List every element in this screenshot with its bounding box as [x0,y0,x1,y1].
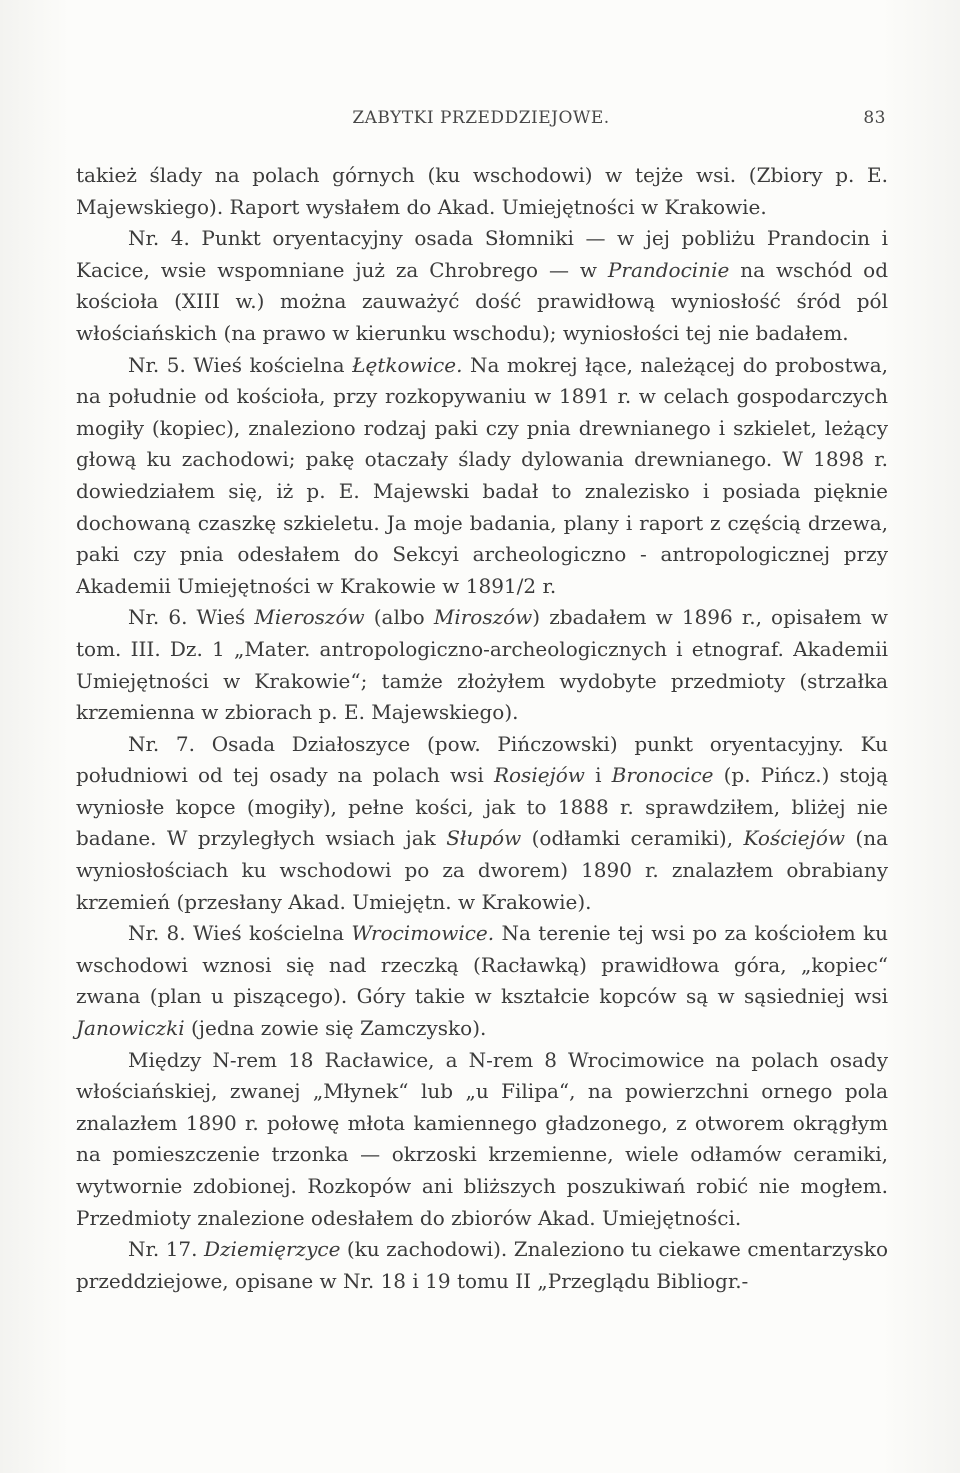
paragraph-nr-6 [76,602,888,728]
paragraph-nr-4 [76,223,888,349]
place-name: Mieroszów [254,605,365,630]
paragraph-nr-8 [76,918,888,1044]
text-segment: (albo [364,605,434,630]
text-segment: Nr. 8. Wieś kościelna [128,921,352,946]
text-segment: Nr. 7. Osada Działoszyce (pow. Pińczowski) punkt oryentacyjny. Ku południowi od tej osady na polach wsi [76,731,888,788]
place-name: Rosiejów [493,763,585,788]
paragraph-nr-5 [76,350,888,603]
text-segment: (jedna zowie się Zamczysko). [184,1016,487,1041]
paragraph-nr-7 [76,729,888,919]
text-segment: ) zbadałem w 1896 r., opisałem w tom. III. Dz. 1 „Mater. antropologiczno-archeologicznych i etnograf. Akademii Umiejętności w Krakowie“; tamże złożyłem wydobyte przedmioty (strzałka krzemienna w zbiorach p. E. Majewskiego). [76,605,888,725]
text-segment: takież ślady na polach górnych (ku wschodowi) w tejże wsi. (Zbiory p. E. Majewskiego). Raport wysłałem do Akad. Umiejętności w Krakowie. [76,163,888,219]
text-segment: Na terenie tej wsi po za kościołem ku wschodowi wznosi się nad rzeczką (Racławką) prawidłowa góra, „kopiec“ zwana (plan u piszącego). Góry takie w kształcie kopców są w sąsiedniej wsi [76,921,888,1009]
text-segment: (ku zachodowi). Znaleziono tu ciekawe cmentarzysko przeddziejowe, opisane w Nr. 18 i 19 tomu II „Przeglądu Bibliogr.- [76,1237,888,1293]
place-name: Wrocimowice. [351,921,495,946]
text-segment: Między N-rem 18 Racławice, a N-rem 8 Wrocimowice na polach osady włościańskiej, zwanej „Młynek“ lub „u Filipa“, na powierzchni ornego pola znalazłem 1890 r. połowę młota kamiennego gładzonego, z otworem okrągłym na pomieszczenie trzonka — okrzoski krzemienne, wiele odłamów ceramiki, wytwornie zdobionej. Rozkopów ani bliższych poszukiwań robić nie mogłem. Przedmioty znalezione odesłałem do zbiorów Akad. Umiejętności. [76,1047,888,1230]
text-segment: (odłamki ceramiki), [521,826,744,851]
text-segment: i [584,763,612,788]
place-name: Prandocinie [607,257,730,282]
text-segment: na wschód od kościoła (XIII w.) można zauważyć dość prawidłową wyniosłość śród pól włościańskich (na prawo w kierunku wschodu); wyniosłości tej nie badałem. [76,257,889,345]
place-name: Dziemięrzyce [203,1237,341,1262]
place-name: Bronocice [611,763,714,788]
place-name: Łętkowice. [352,352,463,377]
text-segment: Nr. 5. Wieś kościelna [128,352,353,377]
place-name: Słupów [446,826,522,851]
text-segment: (p. Pińcz.) stoją wyniosłe kopce (mogiły), pełne kości, jak to 1888 r. sprawdziłem, bliżej nie badane. W przyległych wsiach jak [76,763,888,851]
running-title: ZABYTKI PRZEDDZIEJOWE. [352,108,610,128]
body-text [76,160,888,1297]
page-number: 83 [863,108,886,128]
paragraph-continuation [76,160,888,223]
place-name: Kościejów [743,826,846,851]
text-segment: (na wyniosłościach ku wschodowi po za dworem) 1890 r. znalazłem obrabiany krzemień (przesłany Akad. Umiejętn. w Krakowie). [76,826,889,914]
paragraph-nr-17 [76,1234,888,1297]
place-name: Janowiczki [76,1016,185,1041]
running-head [76,108,886,132]
text-segment: Na mokrej łące, należącej do probostwa, na południe od kościoła, przy rozkopywaniu w 1891 r. w celach gospodarczych mogiły (kopiec), znaleziono rodzaj paki czy pnia drewnianego i szkielet, leżący głową ku zachodowi; pakę otaczały ślady dylowania drewnianego. W 1898 r. dowiedziałem się, iż p. E. Majewski badał to znalezisko i posiada pięknie dochowaną czaszkę szkieletu. Ja moje badania, plany i raport z częścią drzewa, paki czy pnia odesłałem do Sekcyi archeologiczno - antropologicznej przy Akademii Umiejętności w Krakowie w 1891/2 r. [76,352,889,598]
text-segment: Nr. 6. Wieś [128,605,255,630]
place-name: Miroszów [433,605,533,630]
text-segment: Nr. 4. Punkt oryentacyjny osada Słomniki — w jej pobliżu Prandocin i Kacice, wsie wspomniane już za Chrobrego — w [76,226,888,282]
text-segment: Nr. 17. [128,1237,204,1262]
paragraph-mlynek [76,1045,888,1235]
